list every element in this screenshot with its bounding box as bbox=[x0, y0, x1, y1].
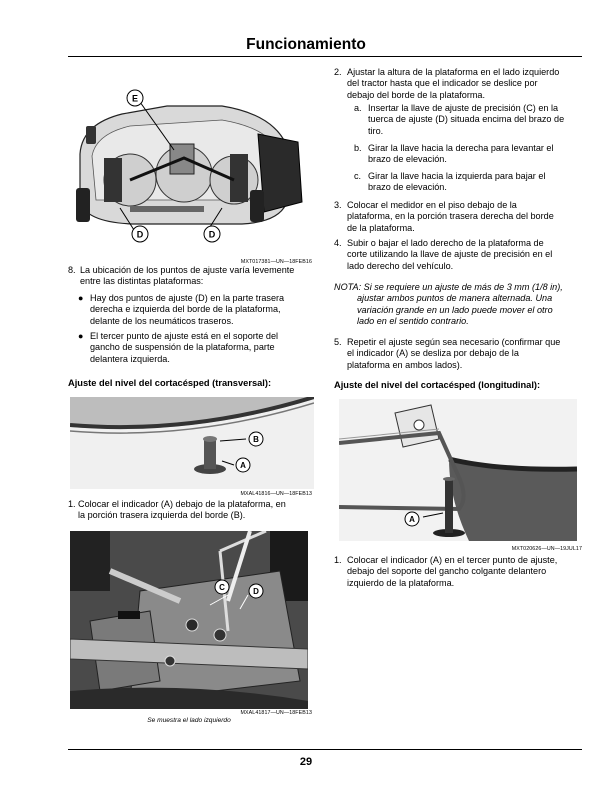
bullet-dot: ● bbox=[78, 293, 84, 303]
figure-caption: MXT017381—UN—18FEB16 bbox=[240, 259, 312, 265]
note-line: NOTA: Si se requiere un ajuste de más de 3 mm (1/8 in), bbox=[334, 282, 563, 292]
step-text-line: Colocar el indicador (A) en el tercer punto de ajuste, bbox=[347, 555, 558, 565]
step-text-line: debajo del soporte del gancho colgante delantero bbox=[347, 566, 547, 577]
substep-line: brazo de elevación. bbox=[368, 182, 447, 193]
substep-line: tiro. bbox=[368, 125, 384, 136]
figure-subcaption: Se muestra el lado izquierdo bbox=[147, 717, 231, 724]
figure-caption: MXT020626—UN—19JUL17 bbox=[511, 546, 582, 552]
callout-a: A bbox=[240, 461, 246, 470]
callout-e: E bbox=[131, 93, 139, 104]
callout-a: A bbox=[409, 515, 415, 524]
mower-deck-figure bbox=[72, 84, 310, 262]
substep-line: tuerca de ajuste (D) situada encima del brazo de bbox=[368, 114, 565, 125]
bullet-line: Hay dos puntos de ajuste (D) en la parte trasera bbox=[90, 293, 285, 303]
step-text-line: entre las distintas plataformas: bbox=[80, 276, 204, 287]
substep-line: Girar la llave hacia la izquierda para bajar el bbox=[368, 171, 546, 181]
callout-d-right: D bbox=[208, 229, 216, 240]
step-text-line: izquierdo de la plataforma. bbox=[347, 577, 455, 588]
step-number: 1. bbox=[68, 499, 76, 509]
step-text-line: de la plataforma. bbox=[347, 222, 415, 233]
step-text-line: plataforma en ambos lados). bbox=[347, 359, 463, 370]
page-title: Funcionamiento bbox=[246, 36, 366, 53]
callout-b: B bbox=[253, 435, 259, 444]
step-text-line: La ubicación de los puntos de ajuste varía levemente bbox=[80, 265, 295, 275]
callout-d-left: D bbox=[136, 229, 144, 240]
step-text-line: debajo del borde de la plataforma. bbox=[347, 89, 486, 100]
step-number: 2. bbox=[334, 67, 342, 77]
footer-rule bbox=[68, 749, 582, 750]
step-text-line: Subir o bajar el lado derecho de la plataforma de bbox=[347, 238, 544, 248]
step-number: 3. bbox=[334, 200, 342, 210]
lift-arm-figure bbox=[70, 531, 308, 709]
step-number: 8. bbox=[68, 265, 76, 275]
figure-caption: MXAL41816—UN—18FEB13 bbox=[240, 491, 312, 497]
note-line: ajustar ambos puntos de manera alternada. Una bbox=[357, 293, 553, 304]
front-hanger-figure bbox=[339, 399, 577, 541]
step-text-line: Colocar el medidor en el piso debajo de la bbox=[347, 200, 517, 210]
step-number: 1. bbox=[334, 555, 342, 565]
substep-line: Girar la llave hacia la derecha para levantar el bbox=[368, 143, 554, 153]
section-heading-longitudinal: Ajuste del nivel del cortacésped (longitudinal): bbox=[334, 380, 541, 390]
step-text-line: lado derecho del vehículo. bbox=[347, 260, 454, 271]
figure-caption: MXAL41817—UN—18FEB13 bbox=[240, 710, 312, 716]
substep-letter: c. bbox=[354, 171, 362, 181]
step-text-line: plataforma, en la porción trasera derecha del borde bbox=[347, 211, 554, 222]
callout-c: C bbox=[219, 583, 225, 592]
step-number: 4. bbox=[334, 238, 342, 248]
bullet-line: delante de los neumáticos traseros. bbox=[90, 315, 234, 326]
note-line: lado en el sentido contrario. bbox=[357, 316, 469, 327]
step-text-line: el indicador (A) se desliza por debajo de la bbox=[347, 348, 519, 359]
bullet-line: El tercer punto de ajuste está en el soporte del bbox=[90, 331, 279, 341]
note-line: variación grande en un lado puede mover el otro bbox=[357, 304, 553, 315]
step-text-line: la porción trasera izquierda del borde (B). bbox=[78, 510, 246, 521]
substep-line: Insertar la llave de ajuste de precisión (C) en la bbox=[368, 103, 559, 113]
step-text-line: Colocar el indicador (A) debajo de la plataforma, en bbox=[78, 499, 286, 509]
step-text-line: Ajustar la altura de la plataforma en el lado izquierdo bbox=[347, 67, 560, 77]
gauge-figure bbox=[70, 397, 314, 489]
page-number: 29 bbox=[299, 756, 313, 768]
substep-letter: b. bbox=[354, 143, 362, 153]
substep-letter: a. bbox=[354, 103, 362, 113]
header-rule bbox=[68, 56, 582, 57]
step-text-line: corte utilizando la llave de ajuste de precisión en el bbox=[347, 249, 553, 260]
substep-line: brazo de elevación. bbox=[368, 154, 447, 165]
step-text-line: Repetir el ajuste según sea necesario (confirmar que bbox=[347, 337, 561, 347]
section-heading-transversal: Ajuste del nivel del cortacésped (transversal): bbox=[68, 378, 272, 388]
step-number: 5. bbox=[334, 337, 342, 347]
bullet-line: delantera izquierda. bbox=[90, 353, 170, 364]
bullet-line: gancho de suspensión de la plataforma, parte bbox=[90, 342, 275, 353]
bullet-line: derecha e izquierda del borde de la plataforma, bbox=[90, 304, 281, 315]
callout-d: D bbox=[253, 587, 259, 596]
step-text-line: del tractor hasta que el indicador se deslice por bbox=[347, 78, 538, 89]
bullet-dot: ● bbox=[78, 331, 84, 341]
